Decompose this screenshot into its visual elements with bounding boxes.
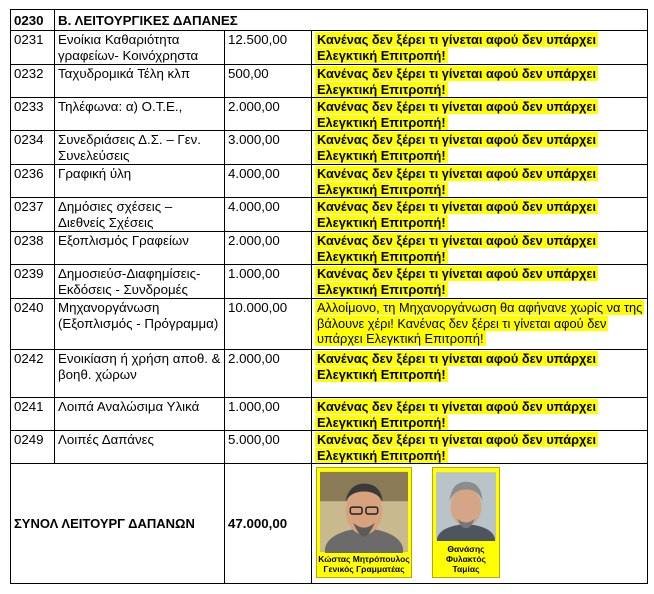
row-comment-cell [312,398,648,431]
row-description: Λοιπά Αναλώσιμα Υλικά [55,398,225,431]
row-description: Δημοσιεύσ-Διαφημίσεις-Εκδόσεις - Συνδρομές [55,265,225,299]
row-comment: Κανένας δεν ξέρει τι γίνεται αφού δεν υπάρχει Ελεγκτική Επιτροπή! [317,432,597,463]
photo-caption-role: Γενικός Γραμματέας [323,563,405,574]
row-code: 0238 [11,232,55,265]
total-row [11,464,648,584]
row-comment: Κανένας δεν ξέρει τι γίνεται αφού δεν υπάρχει Ελεγκτική Επιτροπή! [317,266,597,297]
portrait-secretary-image [320,471,408,553]
portrait-treasurer-image [436,471,496,541]
row-description: Γραφική ύλη [55,165,225,198]
row-description: Ενοικίαση ή χρήση αποθ. & βοηθ. χώρων [55,350,225,398]
photo-caption-surname: Φυλακτός [446,553,486,564]
row-description: Ενοίκια Καθαριότητα γραφείων- Κοινόχρηστα [55,31,225,65]
budget-row [11,165,648,198]
row-comment-cell [312,131,648,165]
row-description: Δημόσιες σχέσεις – Διεθνείς Σχέσεις [55,198,225,232]
budget-table [10,9,648,584]
row-code: 0237 [11,198,55,232]
row-code: 0242 [11,350,55,398]
section-title: Β. ΛΕΙΤΟΥΡΓΙΚΕΣ ΔΑΠΑΝΕΣ [55,10,648,31]
row-amount: 3.000,00 [225,131,312,165]
row-amount: 500,00 [225,65,312,98]
budget-row [11,98,648,131]
row-comment: Κανένας δεν ξέρει τι γίνεται αφού δεν υπάρχει Ελεγκτική Επιτροπή! [317,132,597,163]
photo-treasurer [432,467,500,578]
budget-row [11,31,648,65]
row-comment-cell [312,431,648,464]
section-code: 0230 [11,10,55,31]
budget-row [11,265,648,299]
row-code: 0231 [11,31,55,65]
row-comment-cell [312,31,648,65]
row-description: Τηλέφωνα: α) Ο.Τ.Ε., [55,98,225,131]
row-amount: 10.000,00 [225,299,312,350]
row-amount: 1.000,00 [225,398,312,431]
photo-secretary [316,467,412,578]
row-amount: 1.000,00 [225,265,312,299]
row-comment: Κανένας δεν ξέρει τι γίνεται αφού δεν υπάρχει Ελεγκτική Επιτροπή! [317,399,597,430]
row-comment-cell [312,350,648,398]
row-description: Λοιπές Δαπάνες [55,431,225,464]
row-code: 0234 [11,131,55,165]
budget-row [11,398,648,431]
row-code: 0239 [11,265,55,299]
row-description: Ταχυδρομικά Τέλη κλπ [55,65,225,98]
budget-row [11,232,648,265]
row-description: Εξοπλισμός Γραφείων [55,232,225,265]
row-code: 0241 [11,398,55,431]
total-label: ΣΥΝΟΛ ΛΕΙΤΟΥΡΓ ΔΑΠΑΝΩΝ [11,464,225,584]
row-comment: Κανένας δεν ξέρει τι γίνεται αφού δεν υπάρχει Ελεγκτική Επιτροπή! [317,66,597,97]
row-comment-cell [312,65,648,98]
board-photos [312,465,647,583]
row-comment-cell [312,165,648,198]
budget-row [11,65,648,98]
row-comment: Κανένας δεν ξέρει τι γίνεται αφού δεν υπάρχει Ελεγκτική Επιτροπή! [317,351,597,382]
row-amount: 5.000,00 [225,431,312,464]
row-comment-cell [312,299,648,350]
row-description: Συνεδριάσεις Δ.Σ. – Γεν. Συνελεύσεις [55,131,225,165]
row-code: 0232 [11,65,55,98]
row-comment: Κανένας δεν ξέρει τι γίνεται αφού δεν υπάρχει Ελεγκτική Επιτροπή! [317,32,597,63]
row-comment-cell [312,232,648,265]
row-amount: 12.500,00 [225,31,312,65]
total-amount: 47.000,00 [225,464,312,584]
budget-row [11,299,648,350]
row-comment: Κανένας δεν ξέρει τι γίνεται αφού δεν υπάρχει Ελεγκτική Επιτροπή! [317,233,597,264]
row-comment-cell [312,98,648,131]
row-comment: Κανένας δεν ξέρει τι γίνεται αφού δεν υπάρχει Ελεγκτική Επιτροπή! [317,99,597,130]
row-amount: 2.000,00 [225,232,312,265]
photo-caption-role: Ταμίας [452,563,480,574]
row-comment: Αλλοίμονο, τη Μηχανοργάνωση θα αφήνανε χωρίς να της βάλουνε χέρι! Κανένας δεν ξέρει τι γίνεται αφού δεν υπάρχει Ελεγκτική Επιτροπή! [317,300,643,346]
row-amount: 4.000,00 [225,198,312,232]
row-description: Μηχανοργάνωση (Εξοπλισμός - Πρόγραμμα) [55,299,225,350]
row-amount: 4.000,00 [225,165,312,198]
row-code: 0236 [11,165,55,198]
row-amount: 2.000,00 [225,350,312,398]
row-code: 0233 [11,98,55,131]
photo-caption-name: Θανάσης [447,543,485,554]
budget-row [11,431,648,464]
row-amount: 2.000,00 [225,98,312,131]
photo-caption-name: Κώστας Μητρόπουλος [318,553,410,564]
budget-row [11,198,648,232]
row-comment: Κανένας δεν ξέρει τι γίνεται αφού δεν υπάρχει Ελεγκτική Επιτροπή! [317,199,597,230]
row-comment-cell [312,265,648,299]
budget-row [11,350,648,398]
row-comment: Κανένας δεν ξέρει τι γίνεται αφού δεν υπάρχει Ελεγκτική Επιτροπή! [317,166,597,197]
budget-row [11,131,648,165]
row-code: 0240 [11,299,55,350]
section-header-row [11,10,648,31]
row-code: 0249 [11,431,55,464]
row-comment-cell [312,198,648,232]
